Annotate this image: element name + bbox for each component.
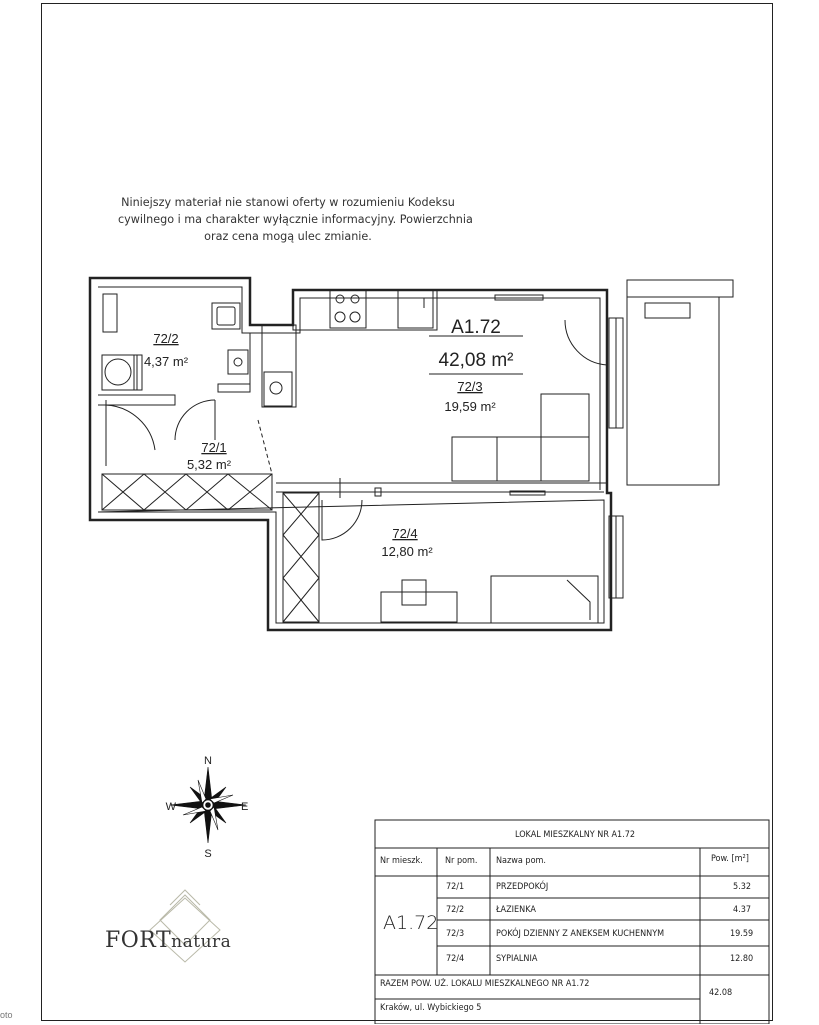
legend-row-no: 72/3: [446, 929, 465, 939]
legend-row-name: POKÓJ DZIENNY Z ANEKSEM KUCHENNYM: [496, 929, 665, 939]
room-area-72-3: 19,59 m²: [444, 399, 496, 414]
room-number-72-2: 72/2: [153, 331, 179, 346]
legend-row-name: SYPIALNIA: [496, 954, 538, 964]
disclaimer-line: oraz cena mogą ulec zmianie.: [204, 230, 372, 243]
watermark: oto: [0, 1010, 13, 1020]
compass-e: E: [241, 801, 249, 813]
kitchen-counter: [262, 325, 296, 407]
legend-row-area: 5.32: [733, 882, 752, 892]
brand-fort: FORT: [105, 928, 172, 953]
legend-col-unit: Nr mieszk.: [380, 856, 423, 866]
balcony: [627, 297, 719, 485]
wardrobe: [102, 474, 272, 510]
room-area-72-1: 5,32 m²: [186, 457, 232, 472]
disclaimer-line: Niniejszy materiał nie stanowi oferty w rozumieniu Kodeksu: [121, 196, 455, 209]
bed: [491, 576, 598, 623]
brand-logo: [105, 928, 231, 953]
compass-s: S: [204, 848, 212, 860]
bedroom-wardrobe: [283, 493, 319, 622]
legend-row-no: 72/2: [446, 905, 465, 915]
compass-rose-icon: [166, 755, 249, 860]
legend-unit: A1.72: [383, 912, 439, 934]
legend-total-value: 42.08: [709, 988, 733, 998]
unit-area: 42,08 m²: [438, 350, 514, 371]
legend-row-name: ŁAZIENKA: [496, 905, 536, 915]
disclaimer-line: cywilnego i ma charakter wyłącznie informacyjny. Powierzchnia: [118, 213, 473, 226]
compass-w: W: [165, 801, 176, 813]
legend-row-no: 72/4: [446, 954, 465, 964]
unit-legend-table: [375, 820, 769, 1025]
desk: [381, 592, 457, 622]
sofa: [452, 437, 589, 481]
room-number-72-4: 72/4: [392, 526, 418, 541]
legend-col-name: Nazwa pom.: [496, 856, 546, 866]
compass-n: N: [204, 755, 212, 767]
legend-address: Kraków, ul. Wybickiego 5: [380, 1003, 482, 1013]
room-number-72-3: 72/3: [457, 379, 483, 394]
legend-row-area: 12.80: [730, 954, 754, 964]
brand-natura: natura: [171, 932, 232, 952]
legend-row-name: PRZEDPOKÓJ: [496, 882, 549, 892]
legend-title: LOKAL MIESZKALNY NR A1.72: [515, 830, 636, 840]
room-area-72-2: 4,37 m²: [143, 354, 189, 369]
legend-col-room: Nr pom.: [445, 856, 478, 866]
room-area-72-4: 12,80 m²: [381, 544, 433, 559]
unit-code: A1.72: [451, 317, 501, 338]
room-number-72-1: 72/1: [201, 440, 227, 455]
legend-row-area: 4.37: [733, 905, 752, 915]
legend-row-area: 19.59: [730, 929, 754, 939]
legend-col-area: Pow. [m²]: [711, 854, 749, 864]
legend-total-label: RAZEM POW. UŻ. LOKALU MIESZKALNEGO NR A1.72: [380, 979, 590, 989]
legend-row-no: 72/1: [446, 882, 465, 892]
